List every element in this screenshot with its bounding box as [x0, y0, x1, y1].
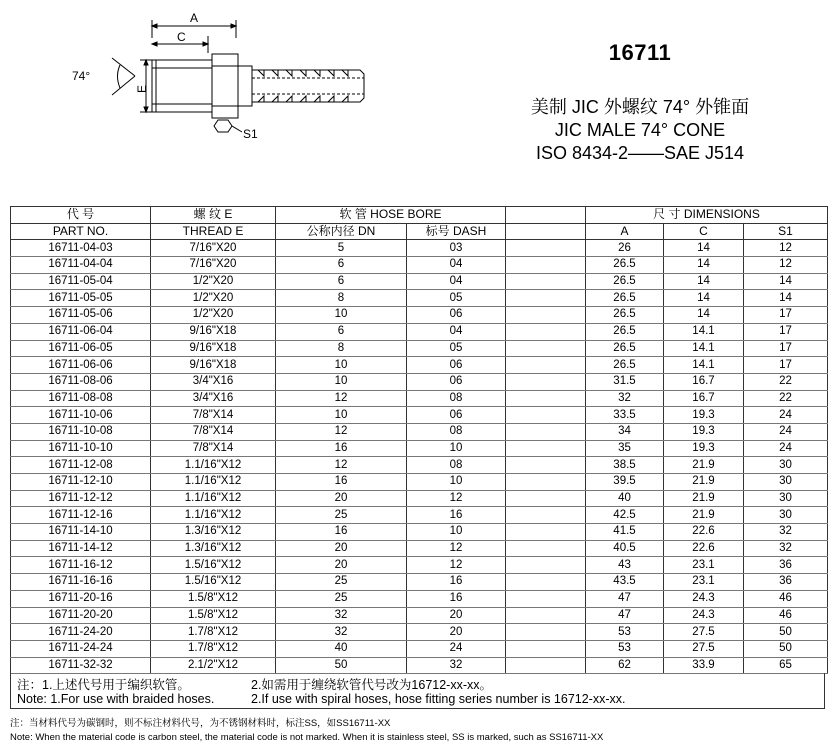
table-row — [11, 257, 828, 274]
spacer-cell — [506, 590, 586, 607]
spacer-cell — [506, 607, 586, 624]
cell-thread: 1/2"X20 — [151, 307, 276, 324]
cell-a: 26.5 — [586, 323, 664, 340]
dim-s1-label: S1 — [243, 127, 258, 141]
cell-dash: 05 — [407, 290, 506, 307]
cell-c: 14.1 — [664, 340, 744, 357]
table-row — [11, 474, 828, 491]
cell-a: 35 — [586, 440, 664, 457]
cell-dn: 32 — [276, 624, 407, 641]
cell-thread: 1.5/16"X12 — [151, 574, 276, 591]
note-cn-1: 注：1.上述代号用于编织软管。 — [17, 678, 190, 692]
spacer-cell — [506, 340, 586, 357]
cell-c: 14.1 — [664, 357, 744, 374]
note-en-2: 2.If use with spiral hoses, hose fitting series number is 16712-xx-xx. — [251, 692, 626, 706]
cell-c: 21.9 — [664, 507, 744, 524]
table-row — [11, 490, 828, 507]
cell-part-no: 16711-04-04 — [11, 257, 151, 274]
cell-dash: 16 — [407, 507, 506, 524]
part-number-title: 16711 — [608, 40, 672, 65]
cell-dash: 06 — [407, 357, 506, 374]
cell-dn: 12 — [276, 423, 407, 440]
cell-dash: 04 — [407, 273, 506, 290]
cell-s1: 36 — [744, 557, 828, 574]
spacer-cell — [506, 540, 586, 557]
table-row — [11, 574, 828, 591]
cell-s1: 22 — [744, 390, 828, 407]
fitting-drawing — [60, 8, 380, 143]
cell-part-no: 16711-05-06 — [11, 307, 151, 324]
spacer-cell — [506, 557, 586, 574]
cell-a: 47 — [586, 590, 664, 607]
table-row — [11, 557, 828, 574]
cell-a: 53 — [586, 640, 664, 657]
table-row — [11, 640, 828, 657]
cell-s1: 14 — [744, 290, 828, 307]
cell-s1: 12 — [744, 240, 828, 257]
table-row — [11, 590, 828, 607]
cell-a: 26.5 — [586, 307, 664, 324]
cell-a: 41.5 — [586, 524, 664, 541]
spacer-cell — [506, 657, 586, 674]
cell-c: 16.7 — [664, 390, 744, 407]
spacer-cell — [506, 323, 586, 340]
cell-a: 31.5 — [586, 373, 664, 390]
cell-dn: 20 — [276, 490, 407, 507]
table-row — [11, 290, 828, 307]
cell-a: 26.5 — [586, 357, 664, 374]
cell-dash: 08 — [407, 390, 506, 407]
note-en-1: Note: 1.For use with braided hoses. — [17, 692, 215, 706]
cell-part-no: 16711-05-04 — [11, 273, 151, 290]
cell-dn: 10 — [276, 307, 407, 324]
cell-c: 14 — [664, 240, 744, 257]
cell-dash: 20 — [407, 607, 506, 624]
table-row — [11, 657, 828, 674]
cell-s1: 24 — [744, 407, 828, 424]
cell-c: 27.5 — [664, 640, 744, 657]
cell-thread: 1.1/16"X12 — [151, 457, 276, 474]
spacer-cell — [506, 624, 586, 641]
spacer-cell — [506, 390, 586, 407]
cell-thread: 1/2"X20 — [151, 273, 276, 290]
cell-part-no: 16711-12-12 — [11, 490, 151, 507]
cell-a: 38.5 — [586, 457, 664, 474]
spacer-cell — [506, 423, 586, 440]
cell-dn: 32 — [276, 607, 407, 624]
cell-dn: 20 — [276, 557, 407, 574]
col-s1: S1 — [744, 223, 828, 240]
cell-s1: 32 — [744, 540, 828, 557]
cell-c: 14 — [664, 257, 744, 274]
angle-label: 74° — [72, 69, 91, 83]
cell-thread: 1.5/8"X12 — [151, 607, 276, 624]
cell-dash: 04 — [407, 257, 506, 274]
cell-c: 22.6 — [664, 540, 744, 557]
cell-part-no: 16711-06-04 — [11, 323, 151, 340]
spacer-cell — [506, 457, 586, 474]
dim-a-label: A — [190, 11, 199, 25]
spacer-cell — [506, 290, 586, 307]
cell-dash: 24 — [407, 640, 506, 657]
cell-c: 33.9 — [664, 657, 744, 674]
cell-a: 26.5 — [586, 273, 664, 290]
cell-a: 33.5 — [586, 407, 664, 424]
cell-s1: 32 — [744, 524, 828, 541]
table-row — [11, 357, 828, 374]
cell-part-no: 16711-10-08 — [11, 423, 151, 440]
cell-thread: 1.7/8"X12 — [151, 640, 276, 657]
cell-dn: 10 — [276, 407, 407, 424]
col-code-cn: 代 号 — [11, 207, 151, 224]
col-dn: 公称内径 DN — [276, 223, 407, 240]
cell-part-no: 16711-04-03 — [11, 240, 151, 257]
cell-dash: 16 — [407, 590, 506, 607]
spacer-cell — [506, 307, 586, 324]
header-row-2 — [11, 223, 828, 240]
cell-dn: 6 — [276, 273, 407, 290]
cell-thread: 2.1/2"X12 — [151, 657, 276, 674]
cell-c: 22.6 — [664, 524, 744, 541]
cell-dash: 10 — [407, 440, 506, 457]
table-row — [11, 524, 828, 541]
note-cn-2: 2.如需用于缠绕软管代号改为16712-xx-xx。 — [251, 678, 493, 692]
cell-s1: 50 — [744, 640, 828, 657]
cell-a: 34 — [586, 423, 664, 440]
cell-s1: 17 — [744, 307, 828, 324]
cell-part-no: 16711-24-24 — [11, 640, 151, 657]
cell-a: 43.5 — [586, 574, 664, 591]
cell-thread: 7/8"X14 — [151, 407, 276, 424]
col-a: A — [586, 223, 664, 240]
spacer-cell — [506, 273, 586, 290]
cell-s1: 30 — [744, 507, 828, 524]
cell-dash: 10 — [407, 524, 506, 541]
notes-box — [10, 673, 825, 709]
col-thread-cn: 螺 纹 E — [151, 207, 276, 224]
header — [490, 40, 790, 165]
cell-part-no: 16711-12-08 — [11, 457, 151, 474]
description-cn: 美制 JIC 外螺纹 74° 外锥面 — [530, 97, 750, 117]
spacer-cell — [506, 490, 586, 507]
cell-part-no: 16711-12-16 — [11, 507, 151, 524]
spacer-cell — [506, 357, 586, 374]
cell-a: 32 — [586, 390, 664, 407]
cell-thread: 1.5/16"X12 — [151, 557, 276, 574]
cell-s1: 65 — [744, 657, 828, 674]
dim-c-label: C — [177, 30, 186, 44]
table-row — [11, 390, 828, 407]
cell-a: 47 — [586, 607, 664, 624]
cell-part-no: 16711-06-05 — [11, 340, 151, 357]
cell-dash: 06 — [407, 407, 506, 424]
cell-a: 26.5 — [586, 290, 664, 307]
footer — [10, 717, 603, 745]
table-row — [11, 240, 828, 257]
cell-dn: 16 — [276, 474, 407, 491]
cell-s1: 36 — [744, 574, 828, 591]
cell-part-no: 16711-32-32 — [11, 657, 151, 674]
table-row — [11, 423, 828, 440]
cell-c: 14 — [664, 307, 744, 324]
cell-s1: 24 — [744, 440, 828, 457]
spacer-cell — [506, 524, 586, 541]
cell-s1: 24 — [744, 423, 828, 440]
cell-dn: 6 — [276, 323, 407, 340]
cell-part-no: 16711-24-20 — [11, 624, 151, 641]
table-row — [11, 323, 828, 340]
cell-c: 23.1 — [664, 574, 744, 591]
cell-c: 19.3 — [664, 407, 744, 424]
spacer-cell — [506, 574, 586, 591]
table-row — [11, 607, 828, 624]
cell-s1: 22 — [744, 373, 828, 390]
cell-part-no: 16711-16-12 — [11, 557, 151, 574]
cell-s1: 50 — [744, 624, 828, 641]
cell-thread: 1.1/16"X12 — [151, 474, 276, 491]
cell-a: 62 — [586, 657, 664, 674]
cell-part-no: 16711-10-10 — [11, 440, 151, 457]
table-row — [11, 373, 828, 390]
cell-dash: 12 — [407, 490, 506, 507]
cell-c: 16.7 — [664, 373, 744, 390]
cell-c: 14 — [664, 273, 744, 290]
cell-thread: 1.1/16"X12 — [151, 490, 276, 507]
table-row — [11, 457, 828, 474]
cell-dn: 12 — [276, 390, 407, 407]
cell-c: 24.3 — [664, 607, 744, 624]
cell-s1: 14 — [744, 273, 828, 290]
cell-a: 40 — [586, 490, 664, 507]
cell-part-no: 16711-20-16 — [11, 590, 151, 607]
cell-part-no: 16711-16-16 — [11, 574, 151, 591]
spacer-cell — [506, 373, 586, 390]
cell-thread: 7/16"X20 — [151, 257, 276, 274]
table-row — [11, 507, 828, 524]
header-row-1 — [11, 207, 828, 224]
cell-thread: 7/16"X20 — [151, 240, 276, 257]
cell-dash: 12 — [407, 557, 506, 574]
col-part-no: PART NO. — [11, 223, 151, 240]
cell-c: 14 — [664, 290, 744, 307]
col-c: C — [664, 223, 744, 240]
cell-dash: 12 — [407, 540, 506, 557]
cell-dash: 08 — [407, 457, 506, 474]
cell-dn: 25 — [276, 507, 407, 524]
cell-part-no: 16711-05-05 — [11, 290, 151, 307]
cell-dn: 5 — [276, 240, 407, 257]
cell-a: 39.5 — [586, 474, 664, 491]
cell-thread: 1.3/16"X12 — [151, 540, 276, 557]
cell-c: 14.1 — [664, 323, 744, 340]
cell-thread: 7/8"X14 — [151, 440, 276, 457]
cell-s1: 46 — [744, 590, 828, 607]
cell-dn: 10 — [276, 373, 407, 390]
cell-dash: 08 — [407, 423, 506, 440]
cell-c: 27.5 — [664, 624, 744, 641]
footer-note-en: Note: When the material code is carbon steel, the material code is not marked. When it is stainless steel, SS is marked, such as SS16711-XX — [10, 732, 604, 743]
cell-a: 40.5 — [586, 540, 664, 557]
col-thread: THREAD E — [151, 223, 276, 240]
table-row — [11, 624, 828, 641]
cell-s1: 30 — [744, 474, 828, 491]
cell-a: 42.5 — [586, 507, 664, 524]
cell-part-no: 16711-06-06 — [11, 357, 151, 374]
cell-a: 53 — [586, 624, 664, 641]
spacer-cell — [506, 207, 586, 224]
cell-dn: 10 — [276, 357, 407, 374]
cell-thread: 1.7/8"X12 — [151, 624, 276, 641]
cell-dash: 10 — [407, 474, 506, 491]
cell-c: 24.3 — [664, 590, 744, 607]
cell-part-no: 16711-20-20 — [11, 607, 151, 624]
cell-a: 43 — [586, 557, 664, 574]
cell-thread: 3/4"X16 — [151, 390, 276, 407]
cell-dn: 8 — [276, 290, 407, 307]
cell-thread: 1.5/8"X12 — [151, 590, 276, 607]
cell-a: 26.5 — [586, 257, 664, 274]
spacer-cell — [506, 640, 586, 657]
cell-s1: 30 — [744, 490, 828, 507]
spacer-cell — [506, 474, 586, 491]
cell-thread: 7/8"X14 — [151, 423, 276, 440]
cell-dash: 03 — [407, 240, 506, 257]
cell-dash: 20 — [407, 624, 506, 641]
cell-part-no: 16711-10-06 — [11, 407, 151, 424]
table-row — [11, 540, 828, 557]
description-en: JIC MALE 74° CONE — [554, 120, 726, 140]
standard-line: ISO 8434-2——SAE J514 — [535, 143, 745, 163]
cell-part-no: 16711-12-10 — [11, 474, 151, 491]
cell-dash: 05 — [407, 340, 506, 357]
cell-c: 19.3 — [664, 423, 744, 440]
cell-dn: 20 — [276, 540, 407, 557]
cell-a: 26.5 — [586, 340, 664, 357]
cell-dn: 25 — [276, 574, 407, 591]
spacer-cell — [506, 257, 586, 274]
cell-dash: 16 — [407, 574, 506, 591]
col-dash: 标号 DASH — [407, 223, 506, 240]
table-row — [11, 273, 828, 290]
spacer-cell — [506, 240, 586, 257]
cell-thread: 9/16"X18 — [151, 357, 276, 374]
cell-dn: 8 — [276, 340, 407, 357]
cell-thread: 1/2"X20 — [151, 290, 276, 307]
cell-thread: 3/4"X16 — [151, 373, 276, 390]
cell-thread: 1.3/16"X12 — [151, 524, 276, 541]
cell-dash: 32 — [407, 657, 506, 674]
spacer-cell — [506, 507, 586, 524]
cell-dash: 06 — [407, 307, 506, 324]
spacer-cell — [506, 223, 586, 240]
cell-dn: 16 — [276, 440, 407, 457]
cell-c: 21.9 — [664, 490, 744, 507]
spacer-cell — [506, 440, 586, 457]
spacer-cell — [506, 407, 586, 424]
cell-c: 21.9 — [664, 457, 744, 474]
cell-c: 23.1 — [664, 557, 744, 574]
col-dimensions: 尺 寸 DIMENSIONS — [586, 207, 828, 224]
cell-dn: 16 — [276, 524, 407, 541]
cell-c: 21.9 — [664, 474, 744, 491]
cell-dn: 12 — [276, 457, 407, 474]
table-row — [11, 340, 828, 357]
cell-part-no: 16711-08-08 — [11, 390, 151, 407]
cell-s1: 17 — [744, 323, 828, 340]
cell-dn: 6 — [276, 257, 407, 274]
footer-note-cn: 注：当材料代号为碳钢时，则不标注材料代号，为不锈钢材料时，标注SS，如SS16711-XX — [10, 718, 391, 729]
cell-dash: 04 — [407, 323, 506, 340]
table-row — [11, 307, 828, 324]
spec-table — [10, 206, 828, 674]
cell-s1: 12 — [744, 257, 828, 274]
cell-thread: 1.1/16"X12 — [151, 507, 276, 524]
cell-thread: 9/16"X18 — [151, 323, 276, 340]
cell-c: 19.3 — [664, 440, 744, 457]
cell-s1: 17 — [744, 357, 828, 374]
dim-e-label: E — [135, 84, 149, 93]
col-hose-bore: 软 管 HOSE BORE — [276, 207, 506, 224]
cell-part-no: 16711-14-10 — [11, 524, 151, 541]
cell-s1: 17 — [744, 340, 828, 357]
cell-dn: 50 — [276, 657, 407, 674]
cell-part-no: 16711-14-12 — [11, 540, 151, 557]
cell-s1: 30 — [744, 457, 828, 474]
cell-thread: 9/16"X18 — [151, 340, 276, 357]
table-row — [11, 440, 828, 457]
cell-dn: 40 — [276, 640, 407, 657]
table-row — [11, 407, 828, 424]
cell-a: 26 — [586, 240, 664, 257]
cell-dn: 25 — [276, 590, 407, 607]
cell-dash: 06 — [407, 373, 506, 390]
cell-part-no: 16711-08-06 — [11, 373, 151, 390]
cell-s1: 46 — [744, 607, 828, 624]
